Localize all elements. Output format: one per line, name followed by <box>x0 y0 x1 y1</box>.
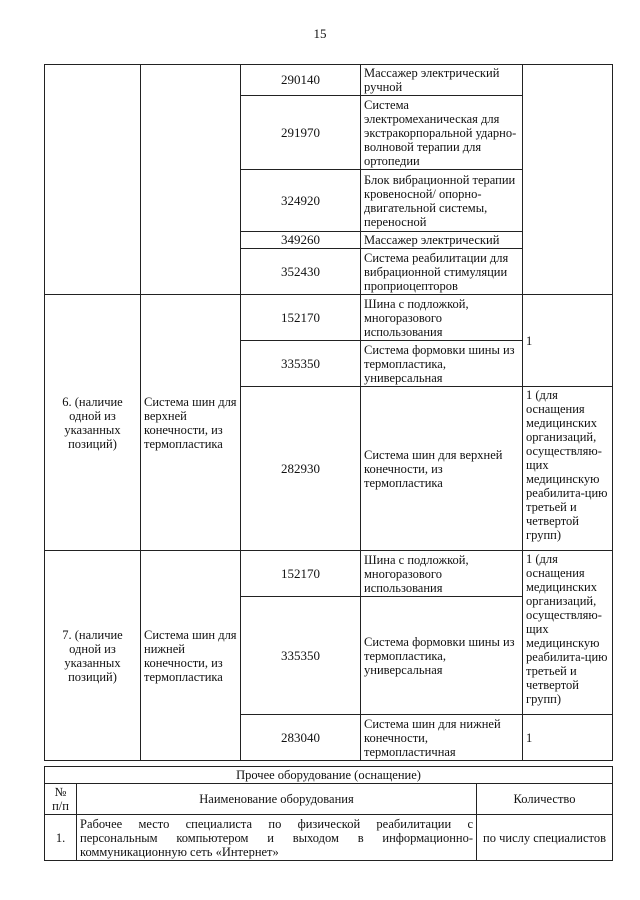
equipment-name-cell: Шина с подложкой, многоразового использования <box>361 551 523 597</box>
row-name: Рабочее место специалиста по физической реабилитации с персональным компьютером и выходом в информационно-коммуникационную сеть «Интернет» <box>77 815 477 861</box>
table-row <box>45 295 613 341</box>
equipment-name-cell: Массажер электрический <box>361 232 523 249</box>
group-6-qty-a: 1 <box>523 295 613 387</box>
other-equipment-title: Прочее оборудование (оснащение) <box>45 767 613 784</box>
equipment-name-cell: Система шин для нижней конечности, термопластичная <box>361 715 523 761</box>
group-7-label: 7. (наличие одной из указанных позиций) <box>45 551 141 761</box>
group-cell-empty <box>45 65 141 295</box>
qty-cell-empty <box>523 65 613 295</box>
row-qty: по числу специалистов <box>477 815 613 861</box>
table-row <box>45 551 613 597</box>
code-cell: 335350 <box>241 341 361 387</box>
group-7-qty-b: 1 <box>523 715 613 761</box>
equipment-name-cell: Система формовки шины из термопластика, универсальная <box>361 597 523 715</box>
row-num: 1. <box>45 815 77 861</box>
equipment-name-cell: Система формовки шины из термопластика, универсальная <box>361 341 523 387</box>
equipment-name-cell: Система реабилитации для вибрационной стимуляции проприоцепторов <box>361 249 523 295</box>
code-cell: 283040 <box>241 715 361 761</box>
header-qty: Количество <box>477 784 613 815</box>
equipment-name-cell: Система электромеханическая для экстракорпоральной ударно-волновой терапии для ортопедии <box>361 96 523 170</box>
code-cell: 324920 <box>241 170 361 232</box>
equipment-name-cell: Шина с подложкой, многоразового использования <box>361 295 523 341</box>
code-cell: 352430 <box>241 249 361 295</box>
table-row <box>45 65 613 96</box>
table-row <box>45 815 613 861</box>
group-7-type: Система шин для нижней конечности, из термопластика <box>141 551 241 761</box>
header-name: Наименование оборудования <box>77 784 477 815</box>
group-6-qty-b: 1 (для оснащения медицинских организаций, осуществляю-щих медицинскую реабилита-цию третьей и четвертой групп) <box>523 387 613 551</box>
page-number: 15 <box>313 26 327 41</box>
group-6-type: Система шин для верхней конечности, из термопластика <box>141 295 241 551</box>
group-7-qty-a: 1 (для оснащения медицинских организаций, осуществляю-щих медицинскую реабилита-цию третьей и четвертой групп) <box>523 551 613 715</box>
equipment-name-cell: Система шин для верхней конечности, из термопластика <box>361 387 523 551</box>
code-cell: 152170 <box>241 295 361 341</box>
other-equipment-table <box>44 766 613 861</box>
header-num: № п/п <box>45 784 77 815</box>
group-6-label: 6. (наличие одной из указанных позиций) <box>45 295 141 551</box>
table-row <box>45 784 613 815</box>
code-cell: 282930 <box>241 387 361 551</box>
code-cell: 290140 <box>241 65 361 96</box>
code-cell: 335350 <box>241 597 361 715</box>
equipment-table <box>44 64 613 761</box>
equipment-name-cell: Блок вибрационной терапии кровеносной/ опорно-двигательной системы, переносной <box>361 170 523 232</box>
code-cell: 291970 <box>241 96 361 170</box>
code-cell: 152170 <box>241 551 361 597</box>
type-cell-empty <box>141 65 241 295</box>
table-row <box>45 767 613 784</box>
equipment-name-cell: Массажер электрический ручной <box>361 65 523 96</box>
code-cell: 349260 <box>241 232 361 249</box>
